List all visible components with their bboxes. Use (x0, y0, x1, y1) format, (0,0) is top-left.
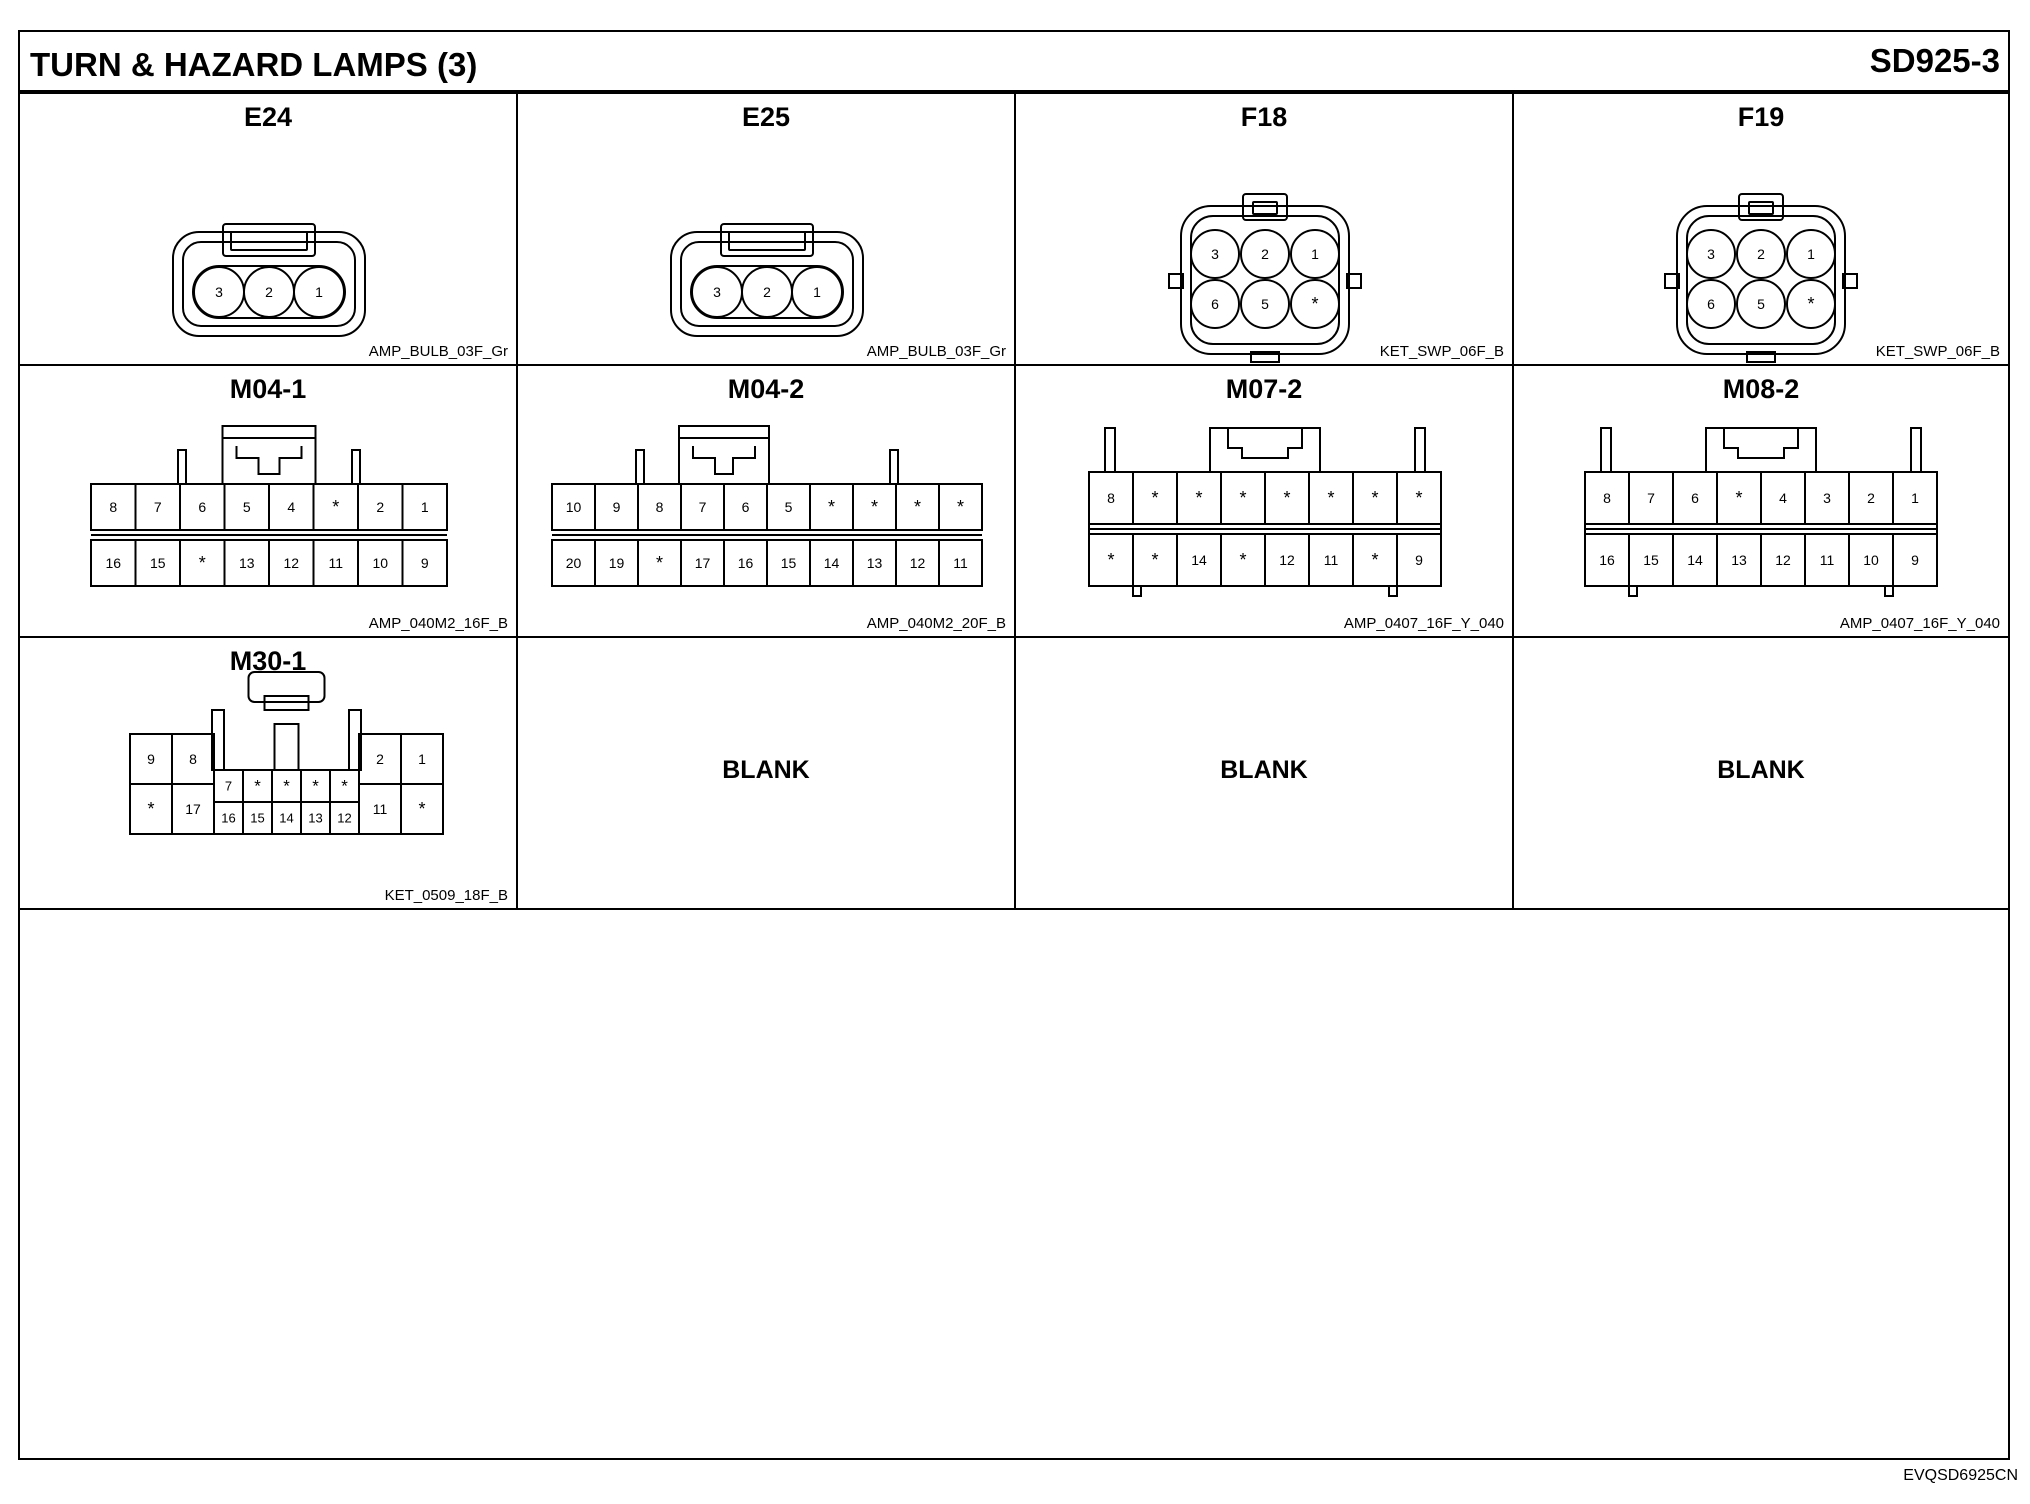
connector-latch-slot (693, 446, 755, 474)
blank-cell-1 (518, 638, 1016, 910)
connector-post (1601, 428, 1611, 472)
pin-label: 2 (1757, 246, 1765, 262)
pin-label: 11 (953, 555, 968, 571)
pin-label: 1 (1911, 490, 1919, 506)
pin-label: 4 (1779, 490, 1787, 506)
pin-label: 2 (1261, 246, 1269, 262)
pin-label: 4 (287, 499, 296, 515)
pin-label: 7 (224, 778, 233, 794)
connector-diagram-m08-2 (1514, 366, 2008, 638)
pin-label: * (827, 497, 836, 517)
connector-diagram-e24 (20, 94, 518, 366)
connector-diagram-m04-2 (518, 366, 1016, 638)
connector-type: AMP_BULB_03F_Gr (368, 343, 508, 360)
pin-label: 1 (1311, 246, 1319, 262)
connector-type: AMP_0407_16F_Y_040 (1839, 615, 2000, 632)
pin-label: 9 (1911, 552, 1919, 568)
connector-sheet (18, 30, 2010, 1460)
pin-label: * (198, 553, 206, 573)
pin-label: 9 (147, 751, 155, 767)
connector-cell-m04-2 (518, 366, 1016, 638)
pin-label: * (1311, 294, 1319, 314)
connector-foot (1133, 586, 1141, 596)
pin-label: * (1735, 488, 1743, 508)
connector-type: AMP_0407_16F_Y_040 (1343, 615, 1504, 632)
page-header (20, 32, 2008, 94)
pin-label: 16 (105, 555, 122, 571)
pin-label: 9 (420, 555, 429, 571)
pin-label: * (1371, 488, 1379, 508)
connector-name: M08-2 (1722, 374, 1800, 404)
pin-label: * (870, 497, 879, 517)
pin-label: 8 (189, 751, 197, 767)
connector-cell-m08-2 (1514, 366, 2008, 638)
pin-label: 6 (741, 499, 750, 515)
connector-foot (1629, 586, 1637, 596)
pin-label: 13 (308, 810, 323, 826)
pin-label: 5 (1261, 296, 1269, 312)
pin-label: * (1283, 488, 1291, 508)
pin-label: * (913, 497, 922, 517)
pin-label: * (341, 776, 348, 796)
connector-name: M04-2 (727, 374, 805, 404)
connector-diagram-f19 (1514, 94, 2008, 366)
pin-label: 13 (238, 555, 255, 571)
pin-label: 11 (1323, 552, 1339, 568)
pin-label: 14 (1191, 552, 1207, 568)
connector-foot (1389, 586, 1397, 596)
pin-label: 9 (612, 499, 621, 515)
pin-label: 12 (337, 810, 352, 826)
blank-label: BLANK (1220, 756, 1308, 784)
connector-cell-m30-1 (20, 638, 518, 910)
connector-foot (1885, 586, 1893, 596)
pin-label: 20 (565, 555, 582, 571)
pin-label: 2 (763, 284, 771, 300)
pin-label: 8 (1107, 490, 1115, 506)
pin-label: 5 (1757, 296, 1765, 312)
pin-label: * (283, 776, 290, 796)
connector-latch-inner (1749, 202, 1773, 214)
pin-label: 1 (1807, 246, 1815, 262)
pin-label: * (655, 553, 664, 573)
pin-label: 3 (713, 284, 721, 300)
pin-label: * (1107, 550, 1115, 570)
pin-label: 3 (1707, 246, 1715, 262)
connector-latch-slot (1724, 428, 1798, 458)
connector-name: M07-2 (1225, 374, 1303, 404)
pin-label: 16 (1599, 552, 1615, 568)
pin-label: 3 (1211, 246, 1219, 262)
connector-latch (249, 672, 325, 702)
blank-cell-2 (1016, 638, 1514, 910)
pin-label: 12 (1279, 552, 1295, 568)
pin-label: 10 (1863, 552, 1879, 568)
connector-post (352, 450, 360, 484)
pin-label: 17 (694, 555, 711, 571)
pin-label: * (1151, 488, 1159, 508)
pin-label: * (956, 497, 965, 517)
pin-label: 13 (866, 555, 883, 571)
connector-name: F18 (1240, 102, 1288, 132)
pin-label: 2 (376, 751, 384, 767)
connector-cell-f18 (1016, 94, 1514, 366)
connector-name: E24 (243, 102, 293, 132)
connector-type: KET_0509_18F_B (384, 887, 508, 904)
connector-latch (1706, 428, 1816, 472)
pin-label: 12 (909, 555, 926, 571)
pin-label: 7 (153, 499, 162, 515)
pin-label: 14 (1687, 552, 1703, 568)
connector-name: M04-1 (229, 374, 307, 404)
pin-label: 6 (1211, 296, 1219, 312)
pin-label: 6 (198, 499, 207, 515)
connector-post (636, 450, 644, 484)
pin-label: * (1327, 488, 1335, 508)
pin-label: * (147, 799, 155, 819)
pin-label: 8 (1603, 490, 1611, 506)
pin-label: 11 (372, 801, 388, 817)
pin-label: 6 (1707, 296, 1715, 312)
page-code: SD925-3 (1869, 42, 2000, 79)
pin-label: 14 (279, 810, 294, 826)
connector-post (890, 450, 898, 484)
connector-diagram-f18 (1016, 94, 1514, 366)
pin-label: 5 (242, 499, 251, 515)
pin-label: 17 (185, 801, 201, 817)
pin-label: * (254, 776, 261, 796)
connector-type: AMP_040M2_16F_B (368, 615, 508, 632)
pin-label: 15 (1643, 552, 1659, 568)
pin-label: * (1807, 294, 1815, 314)
pin-label: 8 (109, 499, 118, 515)
connector-latch-slot (1228, 428, 1302, 458)
pin-label: 12 (283, 555, 300, 571)
pin-label: 6 (1691, 490, 1699, 506)
pin-label: 5 (784, 499, 793, 515)
pin-label: * (1239, 488, 1247, 508)
pin-label: 15 (149, 555, 166, 571)
pin-label: 3 (215, 284, 223, 300)
pin-label: 9 (1415, 552, 1423, 568)
pin-label: 10 (372, 555, 389, 571)
pin-label: 1 (813, 284, 821, 300)
connector-rail (224, 714, 349, 770)
pin-label: 8 (655, 499, 664, 515)
pin-label: 12 (1775, 552, 1791, 568)
connector-type: KET_SWP_06F_B (1875, 343, 2000, 360)
connector-type: AMP_BULB_03F_Gr (866, 343, 1006, 360)
pin-label: * (1195, 488, 1203, 508)
connector-key (275, 724, 299, 770)
pin-label: * (1151, 550, 1159, 570)
connector-name: E25 (741, 102, 791, 132)
connector-name: F19 (1737, 102, 1785, 132)
pin-label: 2 (376, 499, 385, 515)
pin-label: 10 (565, 499, 582, 515)
pin-label: 2 (265, 284, 273, 300)
connector-cell-m04-1 (20, 366, 518, 638)
pin-label: 11 (1819, 552, 1835, 568)
connector-name: M30-1 (229, 646, 307, 676)
connector-post (1415, 428, 1425, 472)
connector-latch (1210, 428, 1320, 472)
pin-label: 7 (1647, 490, 1655, 506)
connector-diagram-m07-2 (1016, 366, 1514, 638)
connector-post (1105, 428, 1115, 472)
connector-cell-f19 (1514, 94, 2008, 366)
connector-latch-slot (237, 446, 302, 474)
pin-label: 19 (608, 555, 625, 571)
connector-type: AMP_040M2_20F_B (866, 615, 1006, 632)
pin-label: 11 (328, 555, 344, 571)
connector-diagram-e25 (518, 94, 1016, 366)
pin-label: 13 (1731, 552, 1747, 568)
document-code: EVQSD6925CN (1903, 1467, 2018, 1484)
connector-latch-inner (1253, 202, 1277, 214)
connector-post (1911, 428, 1921, 472)
connector-cell-e25 (518, 94, 1016, 366)
connector-diagram-m30-1 (20, 638, 518, 910)
connector-post (178, 450, 186, 484)
connector-latch (721, 224, 813, 256)
blank-label: BLANK (1717, 756, 1805, 784)
connector-cell-m07-2 (1016, 366, 1514, 638)
pin-label: * (1371, 550, 1379, 570)
blank-label: BLANK (722, 756, 810, 784)
connector-latch (223, 224, 315, 256)
pin-label: 16 (221, 810, 236, 826)
blank-cell-3 (1514, 638, 2008, 910)
pin-label: 2 (1867, 490, 1875, 506)
connector-type: KET_SWP_06F_B (1379, 343, 1504, 360)
pin-label: * (1239, 550, 1247, 570)
pin-label: 1 (420, 499, 429, 515)
pin-label: 16 (737, 555, 754, 571)
pin-label: * (1415, 488, 1423, 508)
pin-label: 15 (250, 810, 265, 826)
pin-label: 1 (315, 284, 323, 300)
pin-label: 1 (418, 751, 426, 767)
pin-label: 3 (1823, 490, 1831, 506)
pin-label: 15 (780, 555, 797, 571)
page-title: TURN & HAZARD LAMPS (3) (30, 46, 478, 83)
connector-cell-e24 (20, 94, 518, 366)
pin-label: 7 (698, 499, 707, 515)
pin-label: * (332, 497, 340, 517)
connector-diagram-m04-1 (20, 366, 518, 638)
pin-label: * (312, 776, 319, 796)
pin-label: * (418, 799, 426, 819)
pin-label: 14 (823, 555, 840, 571)
